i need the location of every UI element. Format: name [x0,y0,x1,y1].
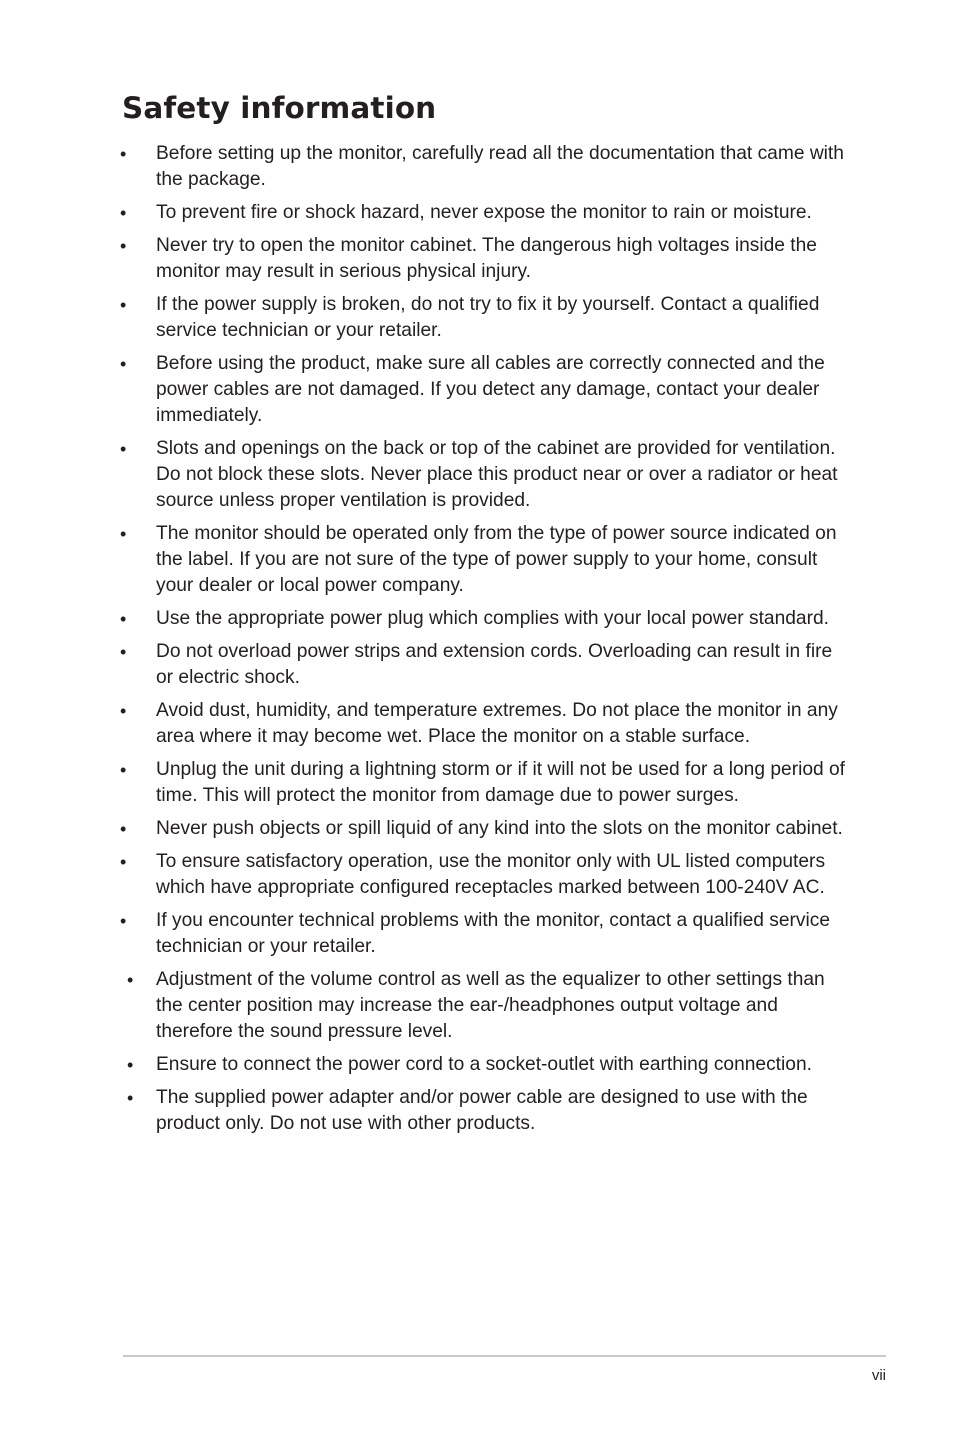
list-item-text: To ensure satisfactory operation, use the monitor only with UL listed computers which have appropriate configured receptacles marked between 100-240V AC. [156,851,826,898]
footer-divider [123,1355,886,1357]
bullet-icon: • [127,1055,134,1075]
bullet-icon: • [120,760,127,780]
list-item [120,292,850,344]
list-item-text: Unplug the unit during a lightning storm or if it will not be used for a long period of time. This will protect the monitor from damage due to power surges. [156,759,846,806]
list-item-text: Use the appropriate power plug which complies with your local power standard. [156,608,829,629]
list-item [120,521,850,599]
bullet-icon: • [120,236,127,256]
bullet-icon: • [127,970,134,990]
list-item [120,1052,850,1078]
bullet-icon: • [120,701,127,721]
list-item [120,233,850,285]
list-item-text: If you encounter technical problems with the monitor, contact a qualified service technician or your retailer. [156,910,831,957]
list-item [120,351,850,429]
list-item [120,141,850,193]
list-item [120,816,850,842]
bullet-icon: • [120,642,127,662]
list-item-text: Ensure to connect the power cord to a socket-outlet with earthing connection. [156,1054,812,1075]
list-item [120,1085,850,1137]
bullet-icon: • [120,852,127,872]
list-item-text: The supplied power adapter and/or power cable are designed to use with the product only. Do not use with other products. [156,1087,808,1134]
list-item-text: Do not overload power strips and extension cords. Overloading can result in fire or electric shock. [156,641,833,688]
list-item [120,757,850,809]
list-item [120,698,850,750]
page-title: Safety information [122,91,437,125]
list-item-text: Never try to open the monitor cabinet. The dangerous high voltages inside the monitor may result in serious physical injury. [156,235,817,282]
list-item [120,908,850,960]
list-item-text: To prevent fire or shock hazard, never expose the monitor to rain or moisture. [156,202,812,223]
list-item [120,436,850,514]
list-item-text: Never push objects or spill liquid of any kind into the slots on the monitor cabinet. [156,818,843,839]
list-item [120,606,850,632]
safety-list [120,141,850,1144]
bullet-icon: • [120,295,127,315]
list-item [120,639,850,691]
bullet-icon: • [120,609,127,629]
bullet-icon: • [120,911,127,931]
bullet-icon: • [120,354,127,374]
list-item-text: Slots and openings on the back or top of the cabinet are provided for ventilation. Do not block these slots. Never place this product near or over a radiator or heat source unless proper ventilation is provided. [156,438,838,511]
list-item-text: The monitor should be operated only from the type of power source indicated on the label. If you are not sure of the type of power supply to your home, consult your dealer or local power company. [156,523,837,596]
bullet-icon: • [120,524,127,544]
bullet-icon: • [127,1088,134,1108]
list-item [120,967,850,1045]
bullet-icon: • [120,144,127,164]
bullet-icon: • [120,819,127,839]
list-item-text: If the power supply is broken, do not try to fix it by yourself. Contact a qualified service technician or your retailer. [156,294,820,341]
list-item-text: Before setting up the monitor, carefully read all the documentation that came with the package. [156,143,844,190]
list-item [120,200,850,226]
page-number: vii [871,1367,886,1384]
list-item-text: Adjustment of the volume control as well as the equalizer to other settings than the center position may increase the ear-/headphones output voltage and therefore the sound pressure level. [156,969,825,1042]
list-item [120,849,850,901]
list-item-text: Avoid dust, humidity, and temperature extremes. Do not place the monitor in any area where it may become wet. Place the monitor on a stable surface. [156,700,838,747]
list-item-text: Before using the product, make sure all cables are correctly connected and the power cables are not damaged. If you detect any damage, contact your dealer immediately. [156,353,825,426]
bullet-icon: • [120,203,127,223]
bullet-icon: • [120,439,127,459]
